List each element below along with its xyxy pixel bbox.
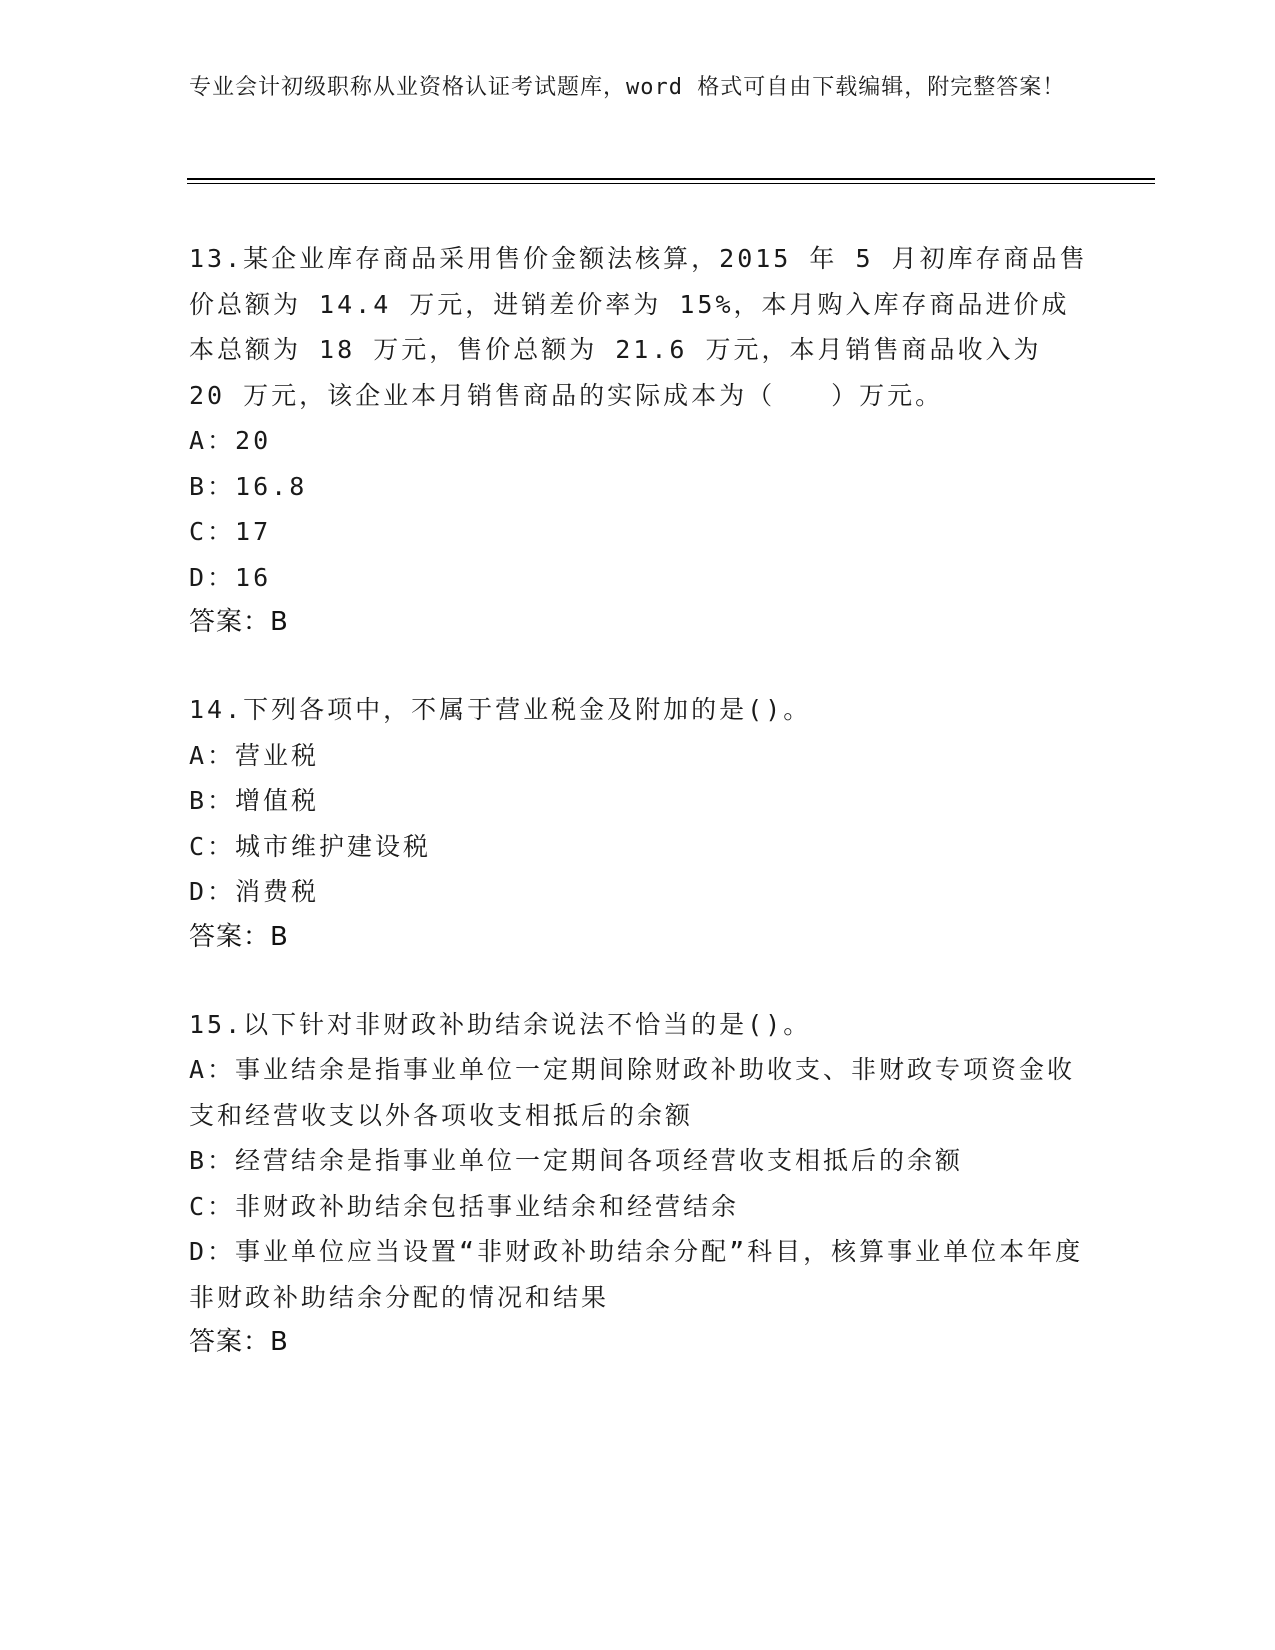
option-a: A：事业结余是指事业单位一定期间除财政补助收支、非财政专项资金收支和经营收支以外各项收支相抵后的余额 <box>189 1055 1076 1130</box>
option-d: D：16 <box>189 562 272 592</box>
answer: 答案：B <box>189 607 289 637</box>
question-list <box>189 236 1089 1407</box>
option-d: D：事业单位应当设置“非财政补助结余分配”科目，核算事业单位本年度非财政补助结余分配的情况和结果 <box>189 1237 1084 1312</box>
answer: 答案：B <box>189 921 289 952</box>
question-13 <box>189 236 1089 645</box>
question-14 <box>189 687 1089 960</box>
header-divider <box>187 178 1155 180</box>
document-header: 专业会计初级职称从业资格认证考试题库，word 格式可自由下载编辑，附完整答案！ <box>189 75 1066 100</box>
option-d: D：消费税 <box>189 877 320 906</box>
question-stem: 14.下列各项中，不属于营业税金及附加的是()。 <box>189 695 812 724</box>
option-c: C：17 <box>189 517 272 546</box>
answer: 答案：B <box>189 1327 289 1357</box>
option-b: B：经营结余是指事业单位一定期间各项经营收支相抵后的余额 <box>189 1146 964 1175</box>
question-stem: 15.以下针对非财政补助结余说法不恰当的是()。 <box>189 1009 812 1039</box>
question-15 <box>189 1002 1089 1366</box>
option-c: C：非财政补助结余包括事业结余和经营结余 <box>189 1191 740 1221</box>
question-stem: 13.某企业库存商品采用售价金额法核算，2015 年 5 月初库存商品售价总额为 14.4 万元，进销差价率为 15%，本月购入库存商品进价成本总额为 18 万元，售价总额为 21.6 万元，本月销售商品收入为 20 万元，该企业本月销售商品的实际成本为（ ）万元。 <box>189 244 1088 410</box>
header-divider-thin <box>187 183 1155 184</box>
option-c: C：城市维护建设税 <box>189 831 432 861</box>
option-a: A：20 <box>189 426 272 455</box>
option-b: B：增值税 <box>189 786 320 815</box>
option-a: A：营业税 <box>189 740 320 770</box>
option-b: B：16.8 <box>189 471 308 501</box>
